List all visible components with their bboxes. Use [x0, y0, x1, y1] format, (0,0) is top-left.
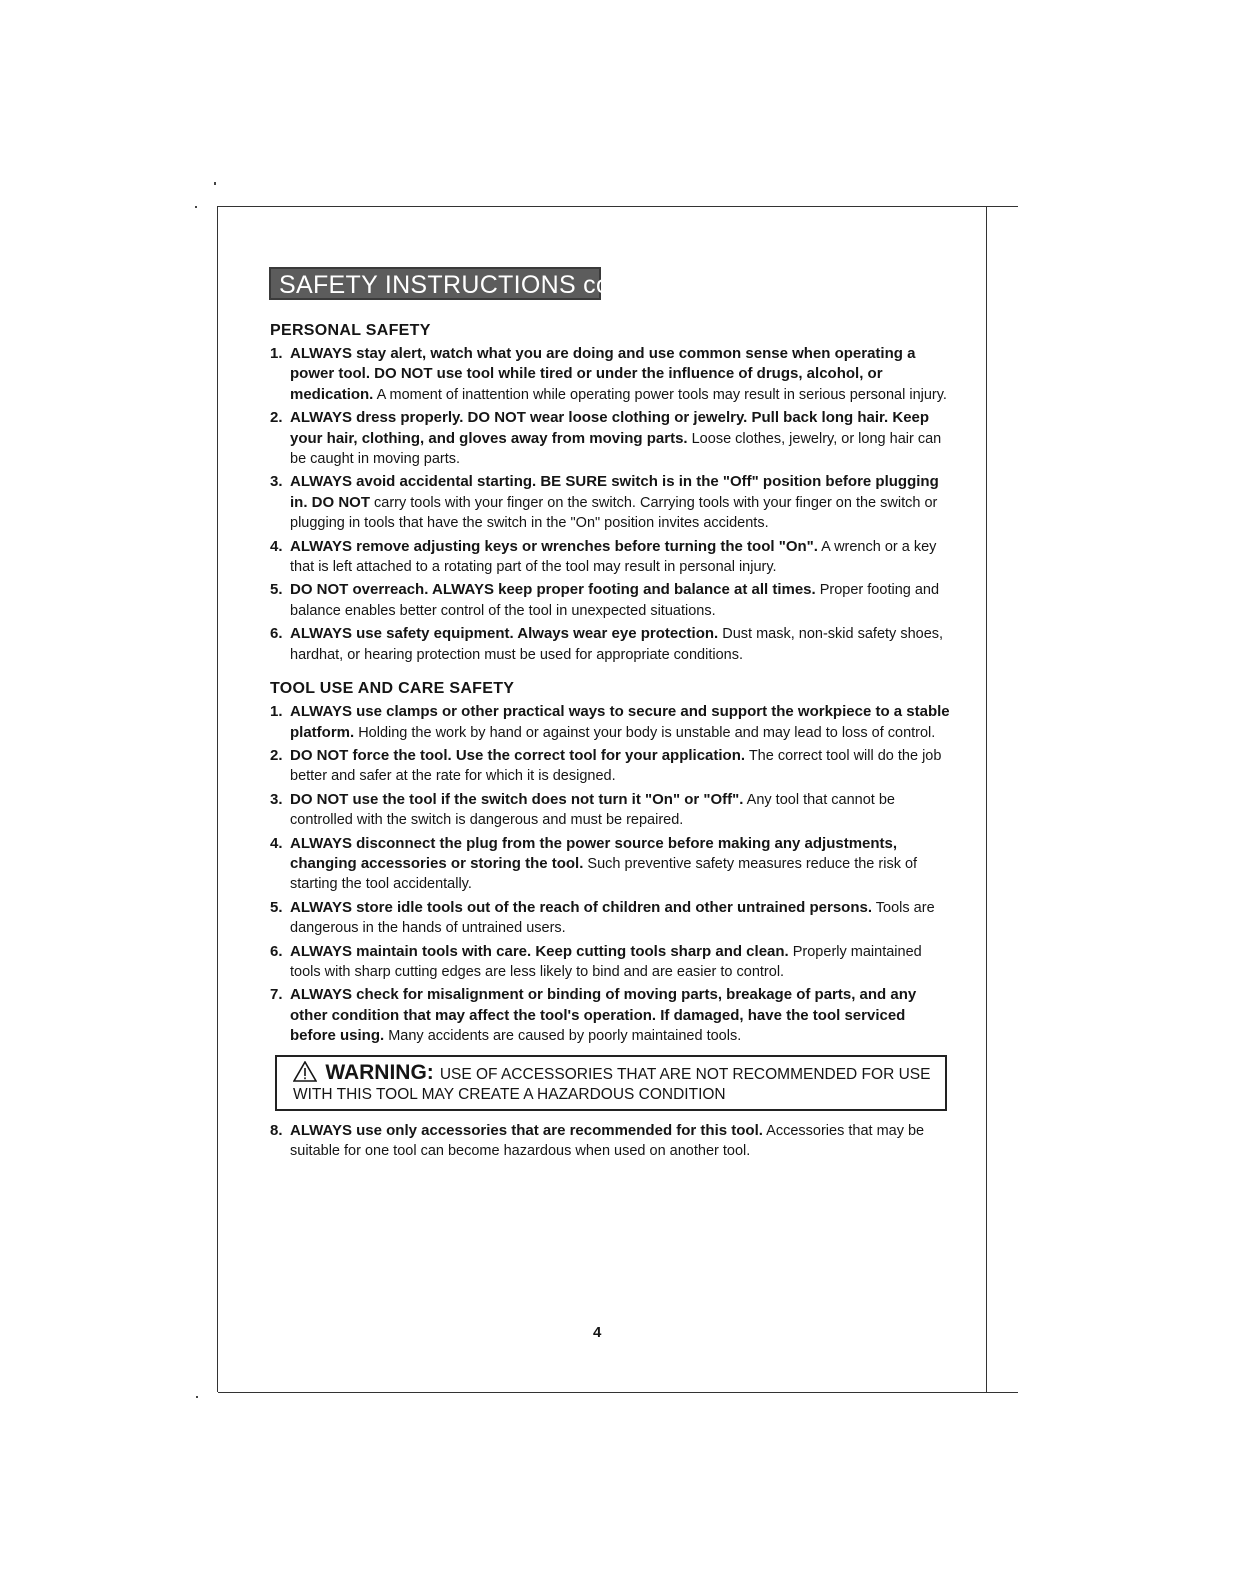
list-item	[270, 702, 950, 743]
item-number: 1.	[270, 703, 283, 721]
section-title: PERSONAL SAFETY	[270, 322, 431, 339]
item-number: 2.	[270, 409, 283, 427]
item-bold-text: ALWAYS check for misalignment or binding of moving parts, breakage of parts, and any other condition that may affect the tool's operation. If damaged, have the tool serviced before using.	[290, 986, 917, 1045]
list-item	[270, 580, 950, 621]
scan-speck	[214, 182, 216, 185]
warning-triangle-icon	[293, 1066, 321, 1083]
item-text: Holding the work by hand or against your body is unstable and may lead to loss of control.	[354, 724, 936, 741]
instructions-body	[270, 321, 950, 1164]
item-bold-text: ALWAYS use safety equipment. Always wear eye protection.	[290, 625, 719, 643]
list-item	[270, 834, 950, 895]
item-text: Loose clothes, jewelry, or long hair can be caught in moving parts.	[290, 430, 942, 468]
warning-box	[275, 1055, 947, 1111]
item-number: 7.	[270, 986, 283, 1004]
item-text: The correct tool will do the job better and safer at the rate for which it is designed.	[290, 747, 942, 785]
list-item	[270, 472, 950, 533]
item-text: Properly maintained tools with sharp cutting edges are less likely to bind and are easier to control.	[290, 943, 922, 980]
item-text: Many accidents are caused by poorly maintained tools.	[384, 1028, 742, 1045]
list-item	[270, 1121, 950, 1162]
list-item	[270, 408, 950, 469]
page-number: 4	[593, 1324, 602, 1341]
item-bold-text: ALWAYS disconnect the plug from the power source before making any adjustments, changing accessories or storing the tool.	[290, 834, 898, 872]
list-item	[270, 985, 950, 1046]
item-number: 1.	[270, 345, 283, 362]
list-item	[270, 344, 950, 405]
item-bold-text: ALWAYS remove adjusting keys or wrenches before turning the tool "On".	[290, 537, 818, 555]
section-title: TOOL USE AND CARE SAFETY	[270, 680, 515, 698]
item-text: A wrench or a key that is left attached to a rotating part of the tool may result in personal injury.	[290, 538, 937, 576]
item-bold-text: DO NOT force the tool. Use the correct tool for your application.	[290, 746, 746, 764]
frame-bottom-rule	[218, 1392, 1018, 1393]
frame-top-rule	[218, 206, 1018, 207]
item-number: 8.	[270, 1121, 283, 1139]
item-text: carry tools with your finger on the switch. Carrying tools with your finger on the switch or plugging in tools that have the switch in the "On" position invites accidents.	[290, 494, 938, 532]
item-bold-text: ALWAYS dress properly. DO NOT wear loose clothing or jewelry. Pull back long hair. Keep your hair, clothing, and gloves away from moving parts.	[290, 409, 930, 447]
item-bold-text: DO NOT overreach. ALWAYS keep proper footing and balance at all times.	[290, 581, 816, 599]
list-item	[270, 942, 950, 983]
instruction-list	[270, 702, 950, 1047]
list-item	[270, 746, 950, 787]
item-bold-text: ALWAYS avoid accidental starting. BE SURE switch is in the "Off" position before plugging in. DO NOT	[290, 473, 939, 511]
warning-text: USE OF ACCESSORIES THAT ARE NOT RECOMMENDED FOR USE WITH THIS TOOL MAY CREATE A HAZARDOUS CONDITION	[293, 1065, 931, 1103]
warning-label: WARNING:	[325, 1060, 434, 1084]
list-item	[270, 537, 950, 578]
item-bold-text: DO NOT use the tool if the switch does not turn it "On" or "Off".	[290, 790, 744, 808]
scan-speck	[196, 1396, 198, 1398]
item-bold-text: ALWAYS store idle tools out of the reach of children and other untrained persons.	[290, 898, 873, 916]
item-bold-text: ALWAYS use only accessories that are recommended for this tool.	[290, 1121, 763, 1139]
item-text: Proper footing and balance enables better control of the tool in unexpected situations.	[290, 582, 940, 619]
instruction-list-continued	[270, 1121, 950, 1162]
item-number: 6.	[270, 625, 283, 643]
item-bold-text: ALWAYS maintain tools with care. Keep cutting tools sharp and clean.	[290, 942, 789, 960]
section-personal-safety	[270, 321, 950, 665]
instruction-list	[270, 344, 950, 665]
item-number: 2.	[270, 746, 283, 764]
item-number: 4.	[270, 537, 283, 555]
item-text: Dust mask, non-skid safety shoes, hardhat, or hearing protection must be used for appropriate conditions.	[290, 626, 944, 663]
list-item	[270, 790, 950, 831]
item-bold-text: ALWAYS stay alert, watch what you are doing and use common sense when operating a power tool. DO NOT use tool while tired or under the influence of drugs, alcohol, or medication.	[290, 345, 916, 403]
item-text: Any tool that cannot be controlled with the switch is dangerous and must be repaired.	[290, 791, 895, 829]
item-number: 4.	[270, 834, 283, 852]
list-item	[270, 624, 950, 665]
item-number: 5.	[270, 581, 283, 599]
item-number: 3.	[270, 473, 283, 491]
item-text: Such preventive safety measures reduce the risk of starting the tool accidentally.	[290, 855, 918, 893]
frame-right-rule	[986, 206, 987, 1392]
item-number: 6.	[270, 942, 283, 960]
item-bold-text: ALWAYS use clamps or other practical ways to secure and support the workpiece to a stable platform.	[290, 703, 950, 741]
item-number: 3.	[270, 790, 283, 808]
item-text: Accessories that may be suitable for one tool can become hazardous when used on another tool.	[290, 1122, 925, 1159]
list-item	[270, 898, 950, 939]
section-banner: SAFETY INSTRUCTIONS cont.	[269, 267, 601, 300]
item-text: A moment of inattention while operating power tools may result in serious personal injury.	[373, 386, 947, 403]
section-tool-use-and-care	[270, 679, 950, 1161]
scan-speck	[195, 206, 197, 208]
frame-left-rule	[217, 206, 218, 1392]
item-number: 5.	[270, 898, 283, 916]
item-text: Tools are dangerous in the hands of untrained users.	[290, 899, 935, 937]
